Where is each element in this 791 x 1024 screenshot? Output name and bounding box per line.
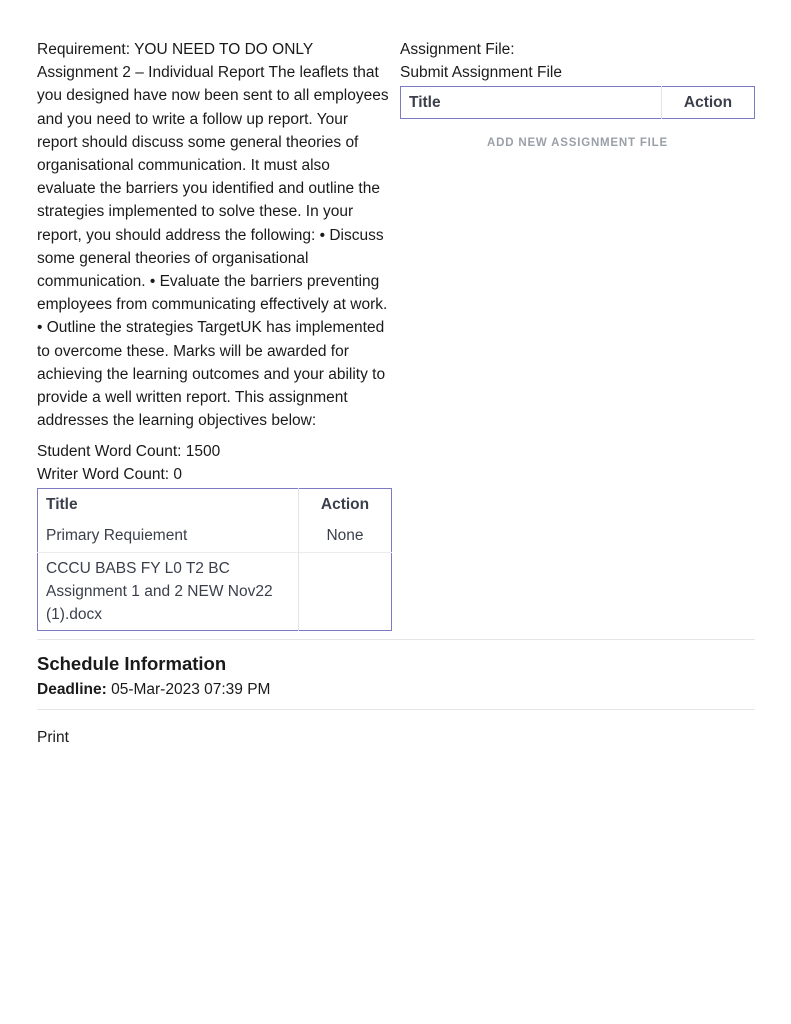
writer-word-count: Writer Word Count: 0	[37, 466, 183, 484]
schedule-title: Schedule Information	[37, 653, 227, 675]
requirement-column	[37, 38, 392, 631]
assignment-file-column	[400, 38, 755, 149]
file-title-cell: Primary Requiement	[46, 527, 188, 545]
file-action-cell: None	[299, 520, 392, 552]
columns	[37, 38, 755, 631]
deadline	[37, 678, 755, 701]
submit-assignment-file-label: Submit Assignment File	[400, 64, 562, 82]
deadline-value: 05-Mar-2023 07:39 PM	[111, 681, 271, 699]
table-row	[38, 520, 392, 552]
table-row	[38, 552, 392, 631]
action-header: Action	[299, 489, 392, 521]
table-header-row	[401, 87, 755, 119]
word-counts	[37, 440, 392, 486]
file-action-cell	[299, 552, 392, 631]
table-header-row	[38, 489, 392, 521]
assignment-file-label: Assignment File:	[400, 41, 515, 58]
action-header: Action	[662, 87, 755, 119]
file-title-link[interactable]: CCCU BABS FY L0 T2 BC Assignment 1 and 2 NEW Nov22 (1).docx	[38, 552, 299, 631]
title-header: Title	[409, 94, 441, 112]
page	[37, 38, 755, 749]
divider	[37, 639, 755, 640]
requirement-files-table	[37, 488, 392, 631]
assignment-files-table	[400, 86, 755, 119]
student-word-count: Student Word Count: 1500	[37, 443, 221, 461]
deadline-label: Deadline:	[37, 681, 107, 699]
add-new-assignment-file-button[interactable]: ADD NEW ASSIGNMENT FILE	[487, 137, 668, 150]
print-button[interactable]: Print	[37, 729, 69, 747]
requirement-text: Requirement: YOU NEED TO DO ONLY Assignment 2 – Individual Report The leaflets that you designed have now been sent to all employees and you need to write a follow up report. Your report should discuss some general theories of organisational communication. It must also evaluate the barriers you identified and outline the strategies implemented to solve these. In your report, you should address the following: • Discuss some general theories of organisational communication. • Evaluate the barriers preventing employees from communicating effectively at work. • Outline the strategies TargetUK has implemented to overcome these. Marks will be awarded for achieving the learning outcomes and your ability to provide a well written report. This assignment addresses the learning objectives below:	[37, 41, 389, 430]
divider	[37, 709, 755, 710]
title-header: Title	[46, 496, 78, 514]
